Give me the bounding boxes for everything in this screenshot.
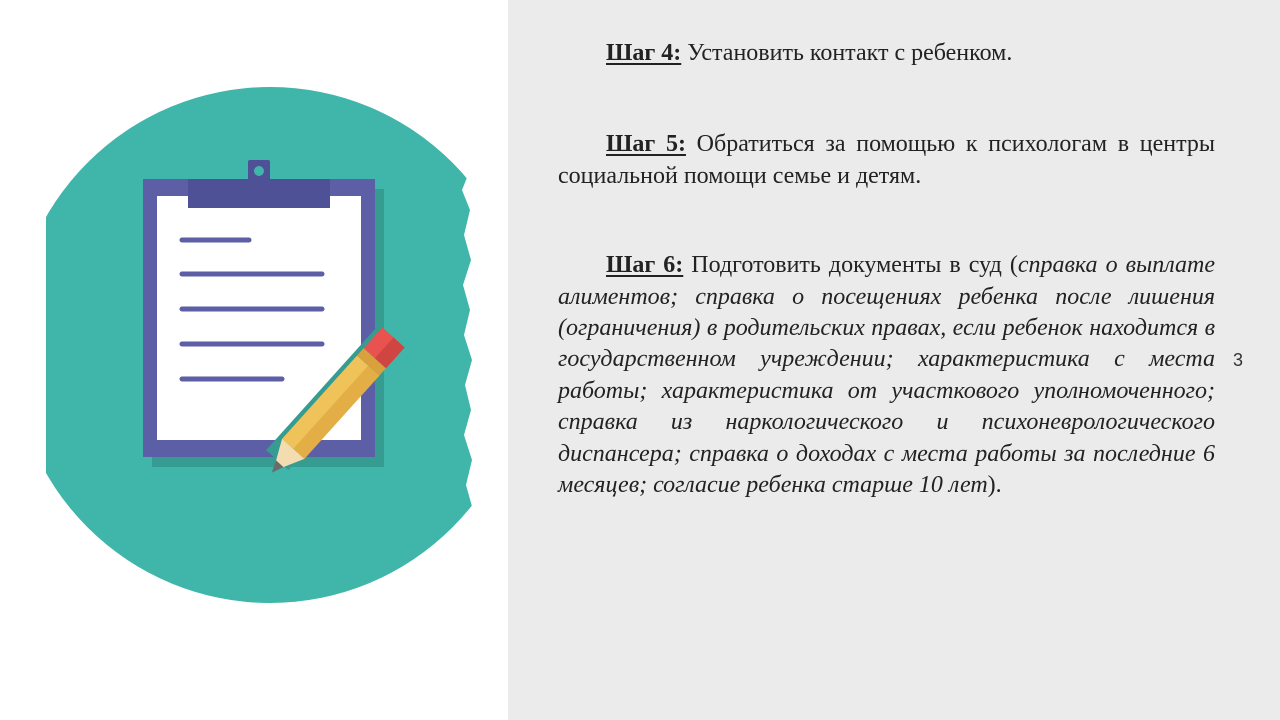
step-4-paragraph — [558, 38, 1215, 69]
step-4-label: Шаг 4: — [606, 40, 682, 66]
step-6-label: Шаг 6: — [606, 252, 684, 279]
clipboard-with-pencil-icon — [0, 0, 508, 720]
step-6-documents-list: справка о выплате алиментов; справка о посещениях ребенка после лишения (ограничения) в родительских правах, если ребенок находится в государственном учреждении; характеристика с места работы; характеристика от участкового уполномоченного; справка из наркологического и психоневрологического диспансера; справка о доходах с места работы за последние 6 месяцев; согласие ребенка старше 10 лет — [558, 252, 1216, 499]
clipboard-clip-hole-shape — [254, 166, 264, 176]
step-5-label: Шаг 5: — [606, 131, 686, 158]
step-5-paragraph — [558, 129, 1215, 192]
steps-text-block — [558, 38, 1215, 501]
page-number: 3 — [1233, 350, 1244, 370]
step-5-text: Обратиться за помощью к психологам в центры социальной помощи семье и детям. — [558, 131, 1215, 189]
step-6-paragraph — [558, 250, 1215, 501]
step-6-text-before: Подготовить документы в суд ( — [683, 252, 1018, 279]
step-6-text-after: ). — [987, 472, 1002, 499]
step-4-text: Установить контакт с ребенком. — [681, 40, 1013, 66]
